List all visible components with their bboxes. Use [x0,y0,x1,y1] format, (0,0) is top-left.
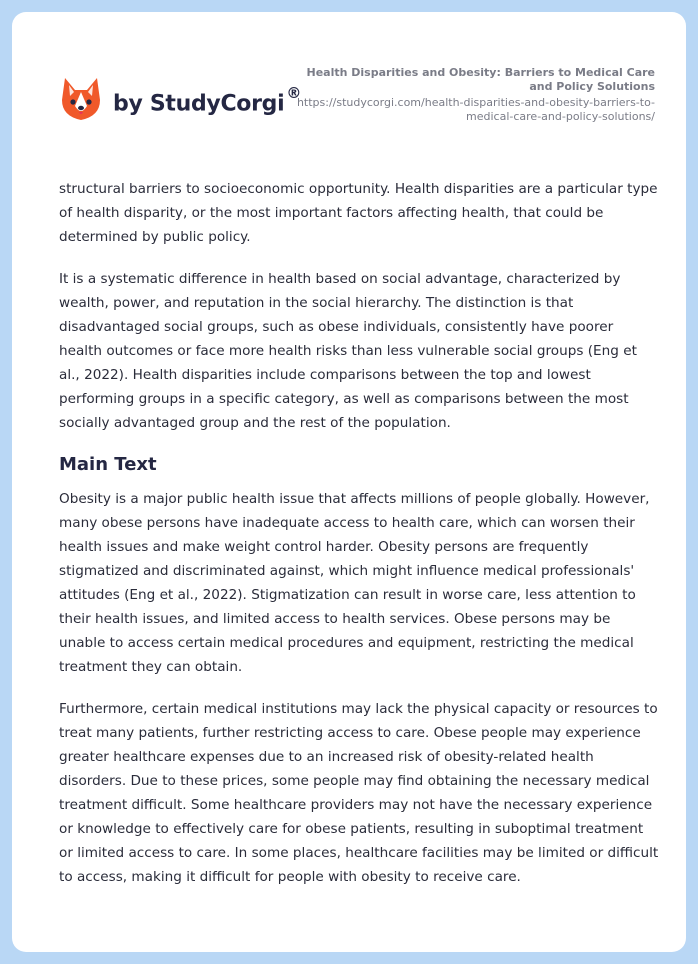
paragraph: Obesity is a major public health issue that affects millions of people globally. However, many obese persons have inadequate access to health care, which can worsen their health issues and make weight control harder. Obesity persons are frequently stigmatized and discriminated against, which might influence medical professionals' attitudes (Eng et al., 2022). Stigmatization can result in worse care, less attention to their health issues, and limited access to health services. Obese persons may be unable to access certain medical procedures and equipment, restricting the medical treatment they can obtain. [59,491,650,675]
brand-name: by StudyCorgi ® [113,83,302,117]
registered-mark: ® [286,83,302,102]
section-heading: Main Text [59,454,157,475]
paragraph: It is a systematic difference in health based on social advantage, characterized by wealth, power, and reputation in the social hierarchy. The distinction is that disadvantaged social groups, such as obese individuals, consistently have poorer health outcomes or face more health risks than less vulnerable social groups (Eng et al., 2022). Health disparities include comparisons between the top and lowest performing groups in a specific category, as well as comparisons between the most socially advantaged group and the rest of the population. [59,271,637,431]
corgi-icon [61,76,101,122]
document-meta [295,66,655,124]
document-body [59,177,659,907]
document-url[interactable]: https://studycorgi.com/health-disparities-and-obesity-barriers-to-medical-care-and-policy-solutions/ [296,96,655,123]
studycorgi-logo[interactable] [61,76,301,122]
paragraph: Furthermore, certain medical institutions may lack the physical capacity or resources to treat many patients, further restricting access to care. Obese people may experience greater healthcare expenses due to an increased risk of obesity-related health disorders. Due to these prices, some people may find obtaining the necessary medical treatment difficult. Some healthcare providers may not have the necessary experience or knowledge to effectively care for obese patients, resulting in suboptimal treatment or limited access to care. In some places, healthcare facilities may be limited or difficult to access, making it difficult for people with obesity to receive care. [59,701,659,885]
paragraph: structural barriers to socioeconomic opportunity. Health disparities are a particular type of health disparity, or the most important factors affecting health, that could be determined by public policy. [59,181,658,245]
document-title: Health Disparities and Obesity: Barriers to Medical Care and Policy Solutions [306,66,655,93]
document-page [12,12,686,952]
